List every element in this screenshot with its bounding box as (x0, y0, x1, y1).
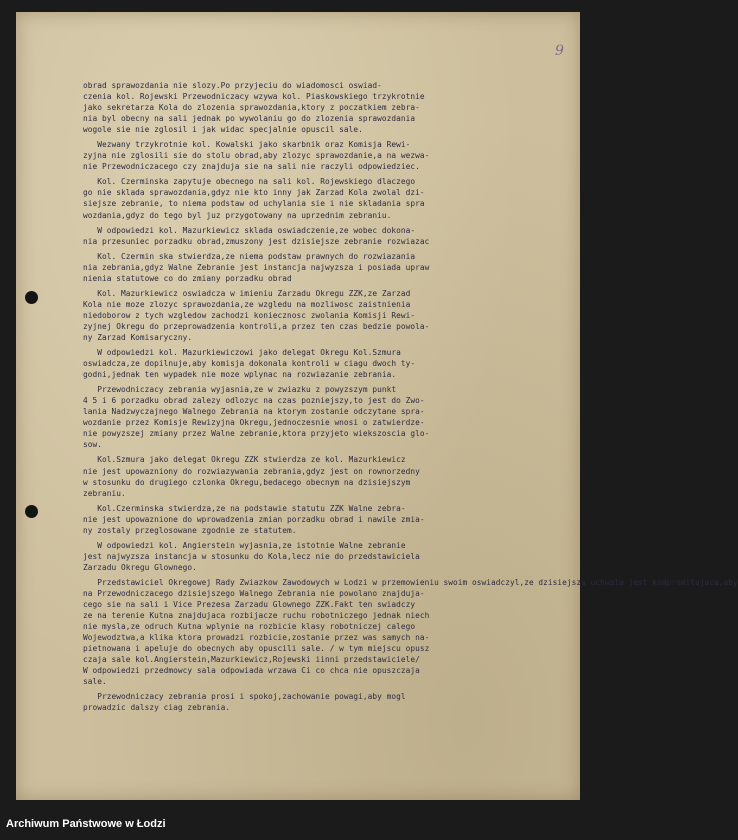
text-line: nie Przewodniczacego czy znajduja sie na sali nie raczyli odpowiedziec. (83, 162, 420, 172)
text-line: lania Nadzwyczajnego Walnego Zebrania na ktorym zostanie odczytane spra- (83, 407, 425, 417)
text-line: czaja sale kol.Angierstein,Mazurkiewicz,Rojewski iinni przedstawiciele/ (83, 655, 420, 665)
text-line: go nie sklada sprawozdania,gdyz nie kto inny jak Zarzad Kola zwolal dzi- (83, 188, 425, 198)
text-line: jako sekretarza Kola do zlozenia sprawozdania,ktory z poczatkiem zebra- (83, 103, 420, 113)
text-line: nia zebrania,gdyz Walne Zebranie jest instancja najwyzsza i posiada upraw (83, 262, 430, 272)
text-line: Kol. Mazurkiewicz oswiadcza w imieniu Zarzadu Okregu ZZK,ze Zarzad (83, 288, 411, 298)
text-line: nie mysla,ze odruch Kutna wplynie na rozbicie klasy robotniczej calego (83, 622, 416, 632)
text-line: 4 5 i 6 porzadku obrad zalezy odlozyc na czas pozniejszy,to jest do Zwo- (83, 396, 425, 406)
text-line: ny Zarzad Komisaryczny. (83, 332, 193, 342)
text-line: sale. (83, 677, 107, 687)
text-line: nie powyzszej zmiany przez Walne zebranie,ktora przyjeto wiekszoscia glo- (83, 429, 430, 439)
text-line: wogole sie nie zglosil i jak widac specjalnie opuscil sale. (83, 125, 363, 135)
page-number: 9 (555, 43, 564, 59)
text-line: prowadzic dalszy ciag zebrania. (83, 703, 231, 713)
text-line: godni,jednak ten wypadek nie moze wplynac na rozwiazanie zebrania. (83, 370, 397, 380)
text-line: Zarzadu Okregu Glownego. (83, 562, 197, 572)
text-line: nienia statutowe co do zmiany porzadku obrad (83, 273, 292, 283)
punch-hole (25, 505, 38, 518)
text-line: ny zostaly przeglosowane zgodnie ze statutem. (83, 525, 297, 535)
archive-label: Archiwum Państwowe w Łodzi (6, 818, 166, 830)
text-line: wozdania,gdyz do tego byl juz przygotowany na uprzednim zebraniu. (83, 210, 392, 220)
punch-hole (25, 291, 38, 304)
text-line: W odpowiedzi kol. Mazurkiewicz sklada oswiadczenie,ze wobec dokona- (83, 225, 416, 235)
text-line: w stosunku do drugiego czlonka Okregu,bedacego obecnym na dzisiejszym (83, 477, 411, 487)
text-line: jest najwyzsza instancja w stosunku do Kola,lecz nie do przedstawiciela (83, 551, 420, 561)
text-line: Kol.Szmura jako delegat Okregu ZZK stwierdza ze kol. Mazurkiewicz (83, 455, 406, 465)
text-line: nia przesuniec porzadku obrad,zmuszony jest dzisiejsze zebranie rozwiazac (83, 236, 430, 246)
text-line: zyjna nie zglosili sie do stolu obrad,aby zlozyc sprawozdanie,a na wezwa- (83, 151, 430, 161)
text-line: Przewodniczacy zebrania prosi i spokoj,zachowanie powagi,aby mogl (83, 692, 406, 702)
text-line: nie jest upowazniony do rozwiazywania zebrania,gdyz jest on rownorzedny (83, 466, 420, 476)
text-line: zyjnej Okregu do przeprowadzenia kontroli,a przez ten czas bedzie powola- (83, 321, 430, 331)
text-line: niedoborow z tych wzgledow zachodzi koniecznosc zwolania Komisji Rewi- (83, 310, 416, 320)
document-page (16, 12, 738, 800)
text-line: cego sie na sali i Vice Prezesa Zarzadu Glownego ZZK.Fakt ten swiadczy (83, 600, 416, 610)
text-line: czenia kol. Rojewski Przewodniczacy wzywa kol. Piaskowskiego trzykrotnie (83, 92, 425, 102)
text-line: sow. (83, 440, 102, 450)
text-line: pietnowana i apeluje do obecnych aby opuscili sale. / w tym miejscu opusz (83, 644, 430, 654)
text-line: oswiadcza,ze dopilnuje,aby komisja dokonala kontroli w ciagu dwoch ty- (83, 359, 416, 369)
text-line: Wojewodztwa,a klika ktora prowadzi rozbicie,zostanie przez was samych na- (83, 633, 430, 643)
text-line: Kol. Czermin ska stwierdza,ze niema podstaw prawnych do rozwiazania (83, 251, 416, 261)
text-line: ze na terenie Kutna znajdujaca rozbijacze ruchu robotniczego jednak niech (83, 611, 430, 621)
text-line: W odpowiedzi kol. Angierstein wyjasnia,ze istotnie Walne zebranie (83, 540, 406, 550)
text-line: nia byl obecny na sali jednak po wywolaniu go do zlozenia sprawozdania (83, 114, 416, 124)
text-line: nie jest upowaznione do wprowadzenia zmian porzadku obrad i nawile zmia- (83, 514, 425, 524)
text-line: Wezwany trzykrotnie kol. Kowalski jako skarbnik oraz Komisja Rewi- (83, 140, 411, 150)
text-line: wozdanie przez Komisje Rewizyjna Okregu,jednoczesnie wnosi o zatwierdze- (83, 418, 425, 428)
text-line: Przedstawiciel Okregowej Rady Zwiazkow Zawodowych w Lodzi w przemowieniu swoim oswiadczyl,ze dzisiejsza uchwala jest kompromitujaca,aby (83, 577, 738, 587)
text-line: Przewodniczacy zebrania wyjasnia,ze w zwiazku z powyzszym punkt (83, 385, 397, 395)
text-line: Kol. Czerminska zapytuje obecnego na sali kol. Rojewskiego dlaczego (83, 177, 416, 187)
document-body (83, 80, 738, 713)
text-line: na Przewodniczacego dzisiejszego Walnego Zebrania nie powolano znajduja- (83, 588, 425, 598)
text-line: W odpowiedzi kol. Mazurkiewiczowi jako delegat Okregu Kol.Szmura (83, 348, 401, 358)
text-line: obrad sprawozdania nie slozy.Po przyjeciu do wiadomosci oswiad- (83, 81, 382, 90)
text-line: Kola nie moze zlozyc sprawozdania,ze wzgledu na mozliwosc zaistnienia (83, 299, 411, 309)
text-line: Kol.Czerminska stwierdza,ze na podstawie statutu ZZK Walne zebra- (83, 503, 406, 513)
text-line: zebraniu. (83, 488, 126, 498)
text-line: W odpowiedzi przedmowcy sala odpowiada wrzawa Ci co chca nie opuszczaja (83, 666, 420, 676)
text-line: siejsze zebranie, to niema podstaw od uchylania sie i nie skladania spra (83, 199, 425, 209)
